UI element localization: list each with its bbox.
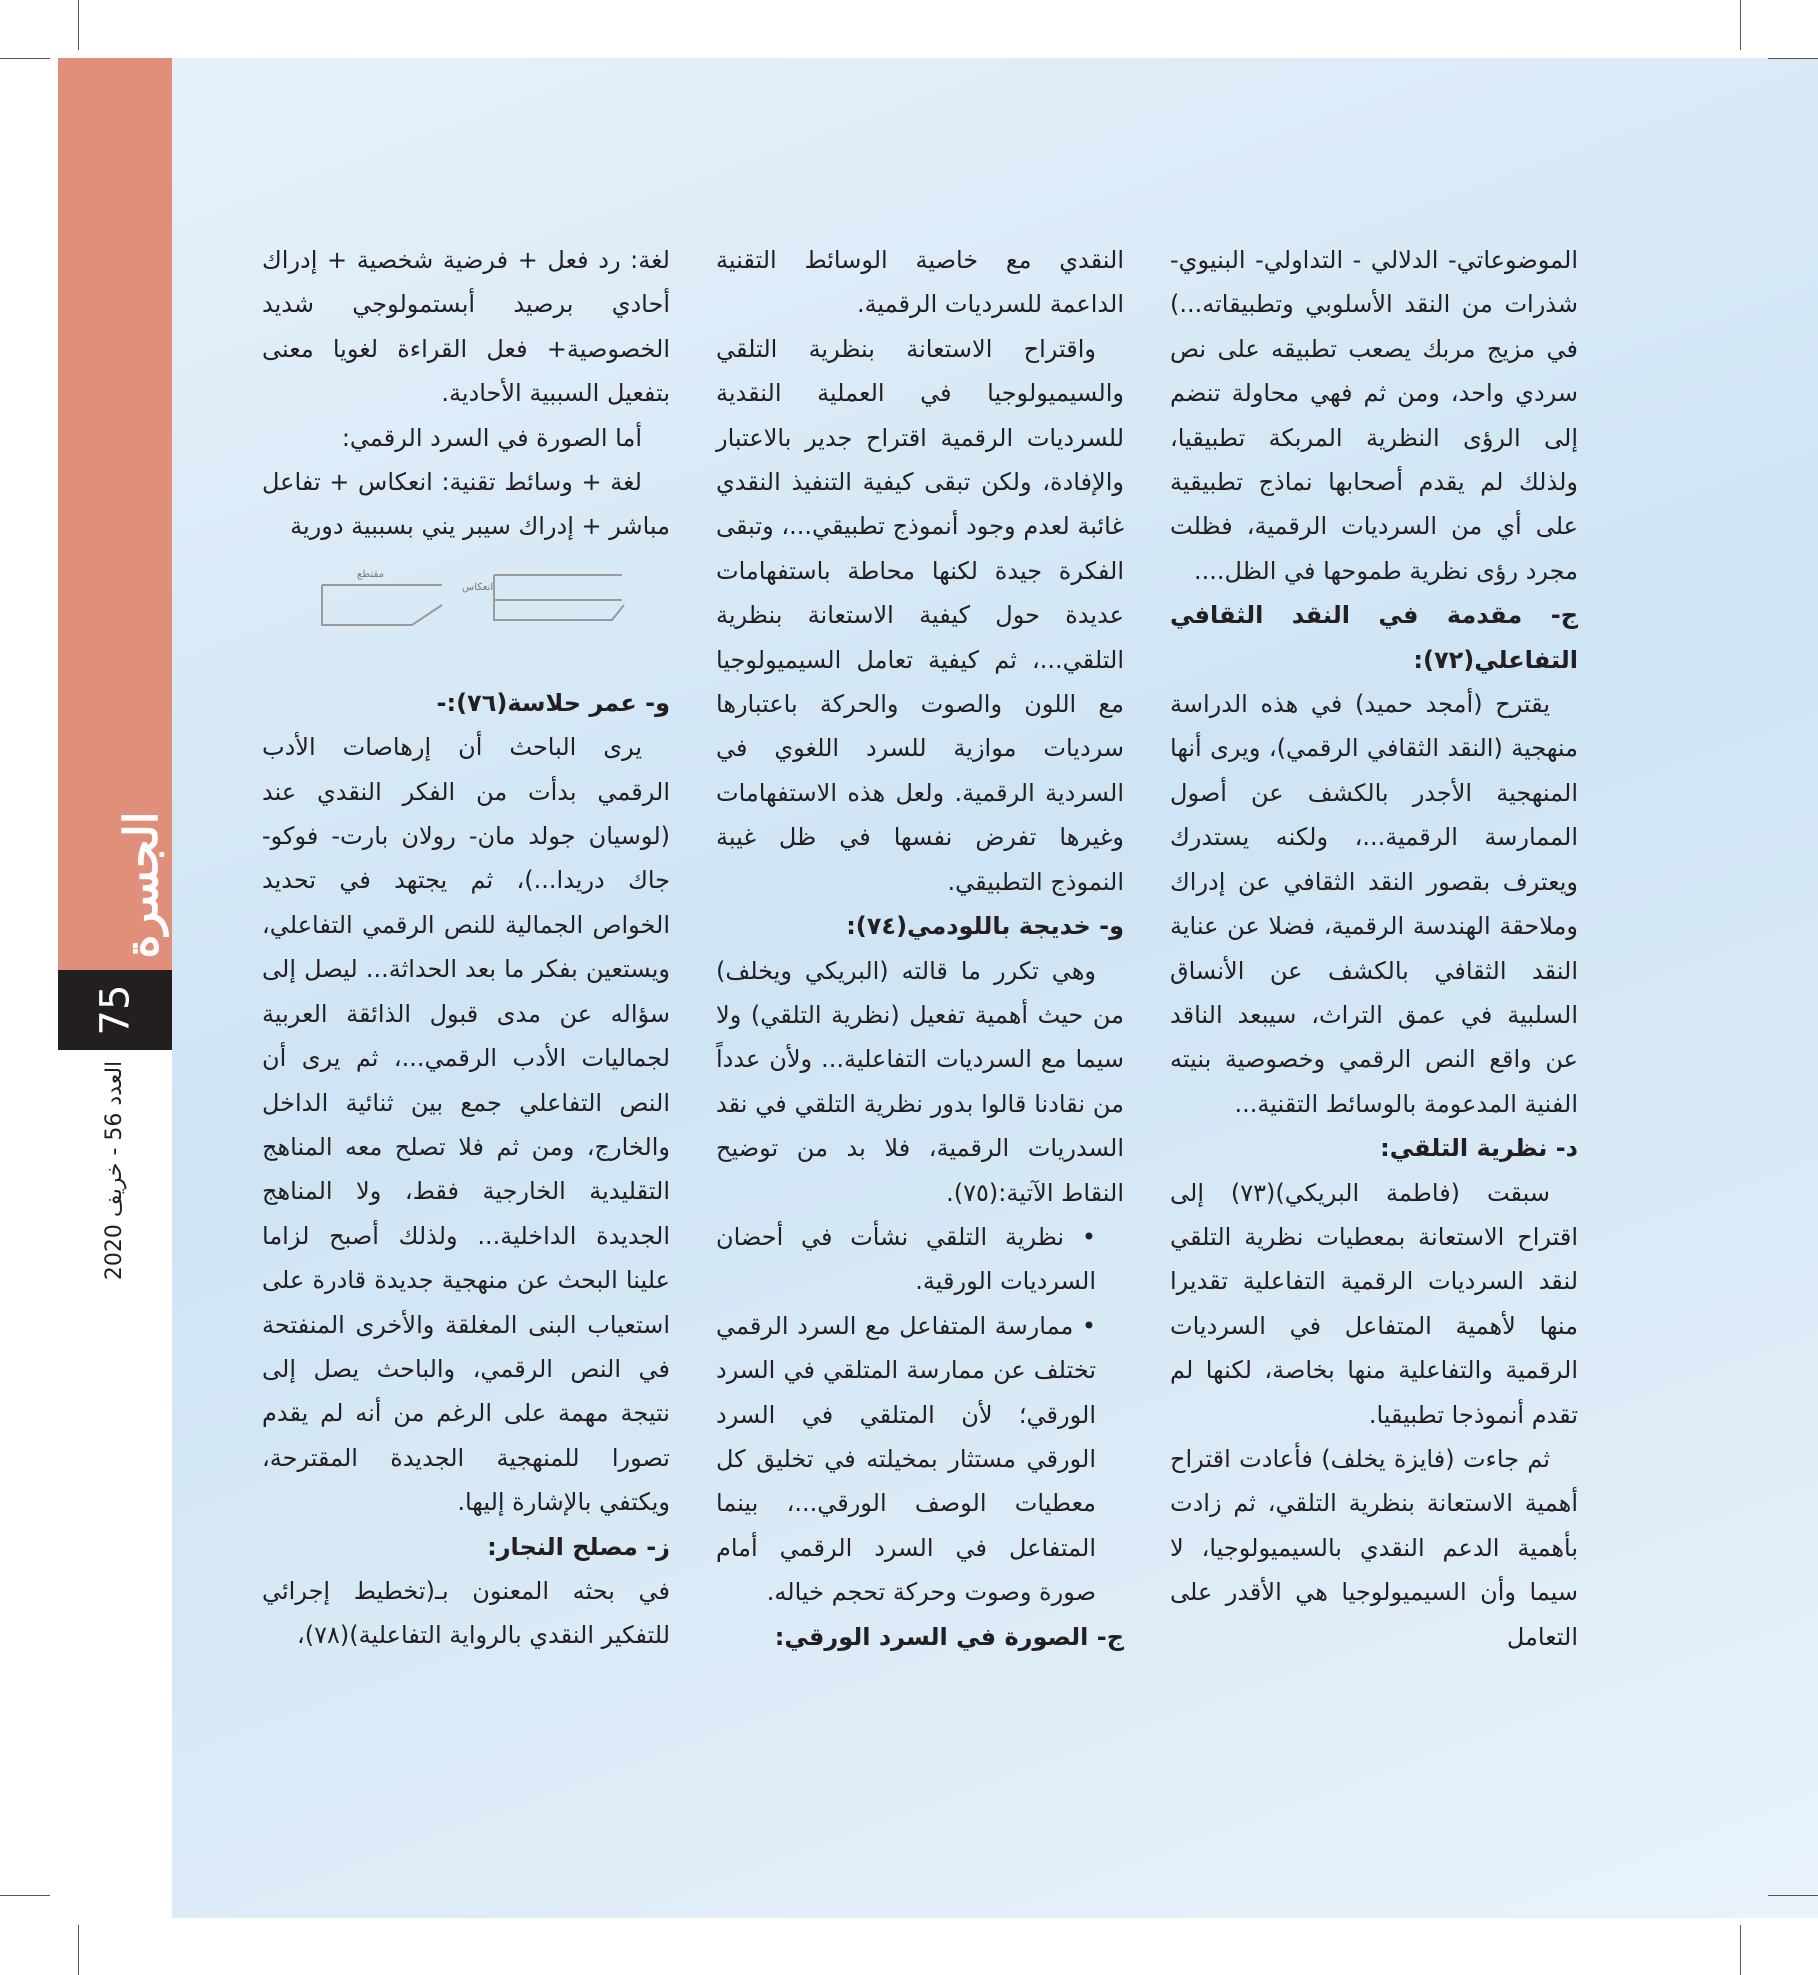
bullet-item: • نظرية التلقي نشأت في أحضان السرديات الورقية. (716, 1222, 1096, 1296)
section-heading: د- نظرية التلقي: (1380, 1134, 1578, 1163)
section-heading: و- عمر حلاسة(٧٦):- (436, 688, 670, 717)
page-number: 75 (92, 984, 138, 1036)
column-middle (716, 238, 1124, 1659)
crop-mark (1740, 1925, 1741, 1975)
page-number-box (58, 970, 172, 1050)
diagram-svg (262, 555, 670, 675)
paragraph: واقتراح الاستعانة بنظرية التلقي والسيميولوجيا في العملية النقدية للسرديات الرقمية اقتراح جدير بالاعتبار والإفادة، ولكن تبقى كيفية التنفيذ النقدي غائبة لعدم وجود أنموذج تطبيقي...، وتبقى الفكرة جيدة لكنها محاطة باستفهامات عديدة حول كيفية الاستعانة بنظرية التلقي...، ثم كيفية تعامل السيميولوجيا مع اللون والصوت والحركة باعتبارها سرديات موازية للسرد اللغوي في السردية الرقمية. ولعل هذه الاستفهامات وغيرها تفرض نفسها في ظل غيبة النموذج التطبيقي. (716, 334, 1124, 896)
crop-mark (1740, 0, 1741, 50)
paragraph: أما الصورة في السرد الرقمي: (341, 423, 642, 452)
paragraph: في بحثه المعنون بـ(تخطيط إجرائي للتفكير النقدي بالرواية التفاعلية)(٧٨)، (262, 1576, 670, 1650)
figure-label-right: انعكاس (462, 581, 494, 593)
paragraph: الموضوعاتي- الدلالي - التداولي- البنيوي- شذرات من النقد الأسلوبي وتطبيقاته...) في مزيج مربك يصعب تطبيقه على نص سردي واحد، ومن ثم فهي محاولة تنضم إلى الرؤى النظرية المربكة تطبيقيا، ولذلك لم يقدم أصحابها نماذج تطبيقية على أي من السرديات الرقمية، فظلت مجرد رؤى نظرية طموحها في الظل.... (1170, 246, 1578, 585)
crop-mark (0, 58, 50, 59)
crop-mark (78, 0, 79, 50)
section-heading: و- خديجة باللودمي(٧٤): (846, 912, 1124, 941)
paragraph: سبقت (فاطمة البريكي)(٧٣) إلى اقتراح الاستعانة بمعطيات نظرية التلقي لنقد السرديات الرقمية التفاعلية تقديرا منها لأهمية المتفاعل في السرديات الرقمية والتفاعلية منها بخاصة، لكنها لم تقدم أنموذجا تطبيقيا. (1170, 1178, 1578, 1429)
crop-mark (78, 1925, 79, 1975)
paragraph: النقدي مع خاصية الوسائط التقنية الداعمة للسرديات الرقمية. (716, 246, 1124, 319)
paragraph: وهي تكرر ما قالته (البريكي ويخلف) من حيث أهمية تفعيل (نظرية التلقي) ولا سيما مع السرديات التفاعلية... ولأن عدداً من نقادنا قالوا بدور نظرية التلقي في نقد السدريات الرقمية، فلا بد من توضيح النقاط الآتية:(٧٥). (716, 956, 1124, 1207)
crop-mark (1768, 58, 1818, 59)
issue-info (30, 1060, 200, 1280)
paragraph: يقترح (أمجد حميد) في هذه الدراسة منهجية (النقد الثقافي الرقمي)، ويرى أنها المنهجية الأجدر بالكشف عن أصول الممارسة الرقمية...، ولكنه يستدرك ويعترف بقصور النقد الثقافي عن إدراك وملاحقة الهندسة الرقمية، فضلا عن عناية النقد الثقافي بالكشف عن الأنساق السلبية في عمق التراث، سيبعد الناقد عن واقع النص الرقمي وخصوصية بنيته الفنية المدعومة بالوسائط التقنية... (1170, 690, 1578, 1118)
paragraph: لغة: رد فعل + فرضية شخصية + إدراك أحادي برصيد أبستمولوجي شديد الخصوصية+ فعل القراءة لغويا معنى بتفعيل السببية الأحادية. (262, 246, 670, 408)
magazine-logo: الجسرة (114, 811, 168, 959)
paragraph: يرى الباحث أن إرهاصات الأدب الرقمي بدأت من الفكر النقدي عند (لوسيان جولد مان- رولان بارت- فوكو- جاك دريدا...)، ثم يجتهد في تحديد الخواص الجمالية للنص الرقمي التفاعلي، ويستعين بفكر ما بعد الحداثة... ليصل إلى سؤاله عن مدى قبول الذائقة العربية لجماليات الأدب الرقمي...، ثم يرى أن النص التفاعلي جمع بين ثنائية الداخل والخارج، ومن ثم فلا تصلح معه المناهج التقليدية الخارجية فقط، ولا المناهج الجديدة الداخلية... ولذلك أصبح لزاما علينا البحث عن منهجية جديدة قادرة على استعياب البنى المغلقة والأخرى المنفتحة في النص الرقمي، والباحث يصل إلى نتيجة مهمة على الرغم من أنه لم يقدم تصورا للمنهجية الجديدة المقترحة، ويكتفي بالإشارة إليها. (262, 733, 670, 1517)
column-right (1170, 238, 1578, 1659)
crop-mark (1768, 1895, 1818, 1896)
section-heading: ج- مقدمة في النقد الثقافي التفاعلي(٧٢): (1170, 601, 1578, 674)
section-heading: ز- مصلح النجار: (487, 1532, 670, 1561)
bullet-item: • ممارسة المتفاعل مع السرد الرقمي تختلف عن ممارسة المتلقي في السرد الورقي؛ لأن المتلقي في السرد الورقي مستثار بمخيلته في تخليق كل معطيات الوصف الورقي...، بينما المتفاعل في السرد الرقمي أمام صورة وصوت وحركة تحجم خياله. (716, 1311, 1096, 1607)
figure-label-left: مقتطع (357, 568, 384, 580)
column-left (262, 238, 670, 1658)
figure-diagram (262, 555, 670, 675)
paragraph: لغة + وسائط تقنية: انعكاس + تفاعل مباشر + إدراك سيبر يني بسببية دورية (262, 468, 670, 541)
crop-mark (0, 1895, 50, 1896)
section-heading: ج- الصورة في السرد الورقي: (774, 1622, 1124, 1651)
issue-line: العدد 56 - خريف 2020 (102, 1060, 128, 1280)
paragraph: ثم جاءت (فايزة يخلف) فأعادت اقتراح أهمية الاستعانة بنظرية التلقي، ثم زادت بأهمية الدعم النقدي بالسيميولوجيا، لا سيما وأن السيميولوجيا هي الأقدر على التعامل (1170, 1444, 1578, 1651)
